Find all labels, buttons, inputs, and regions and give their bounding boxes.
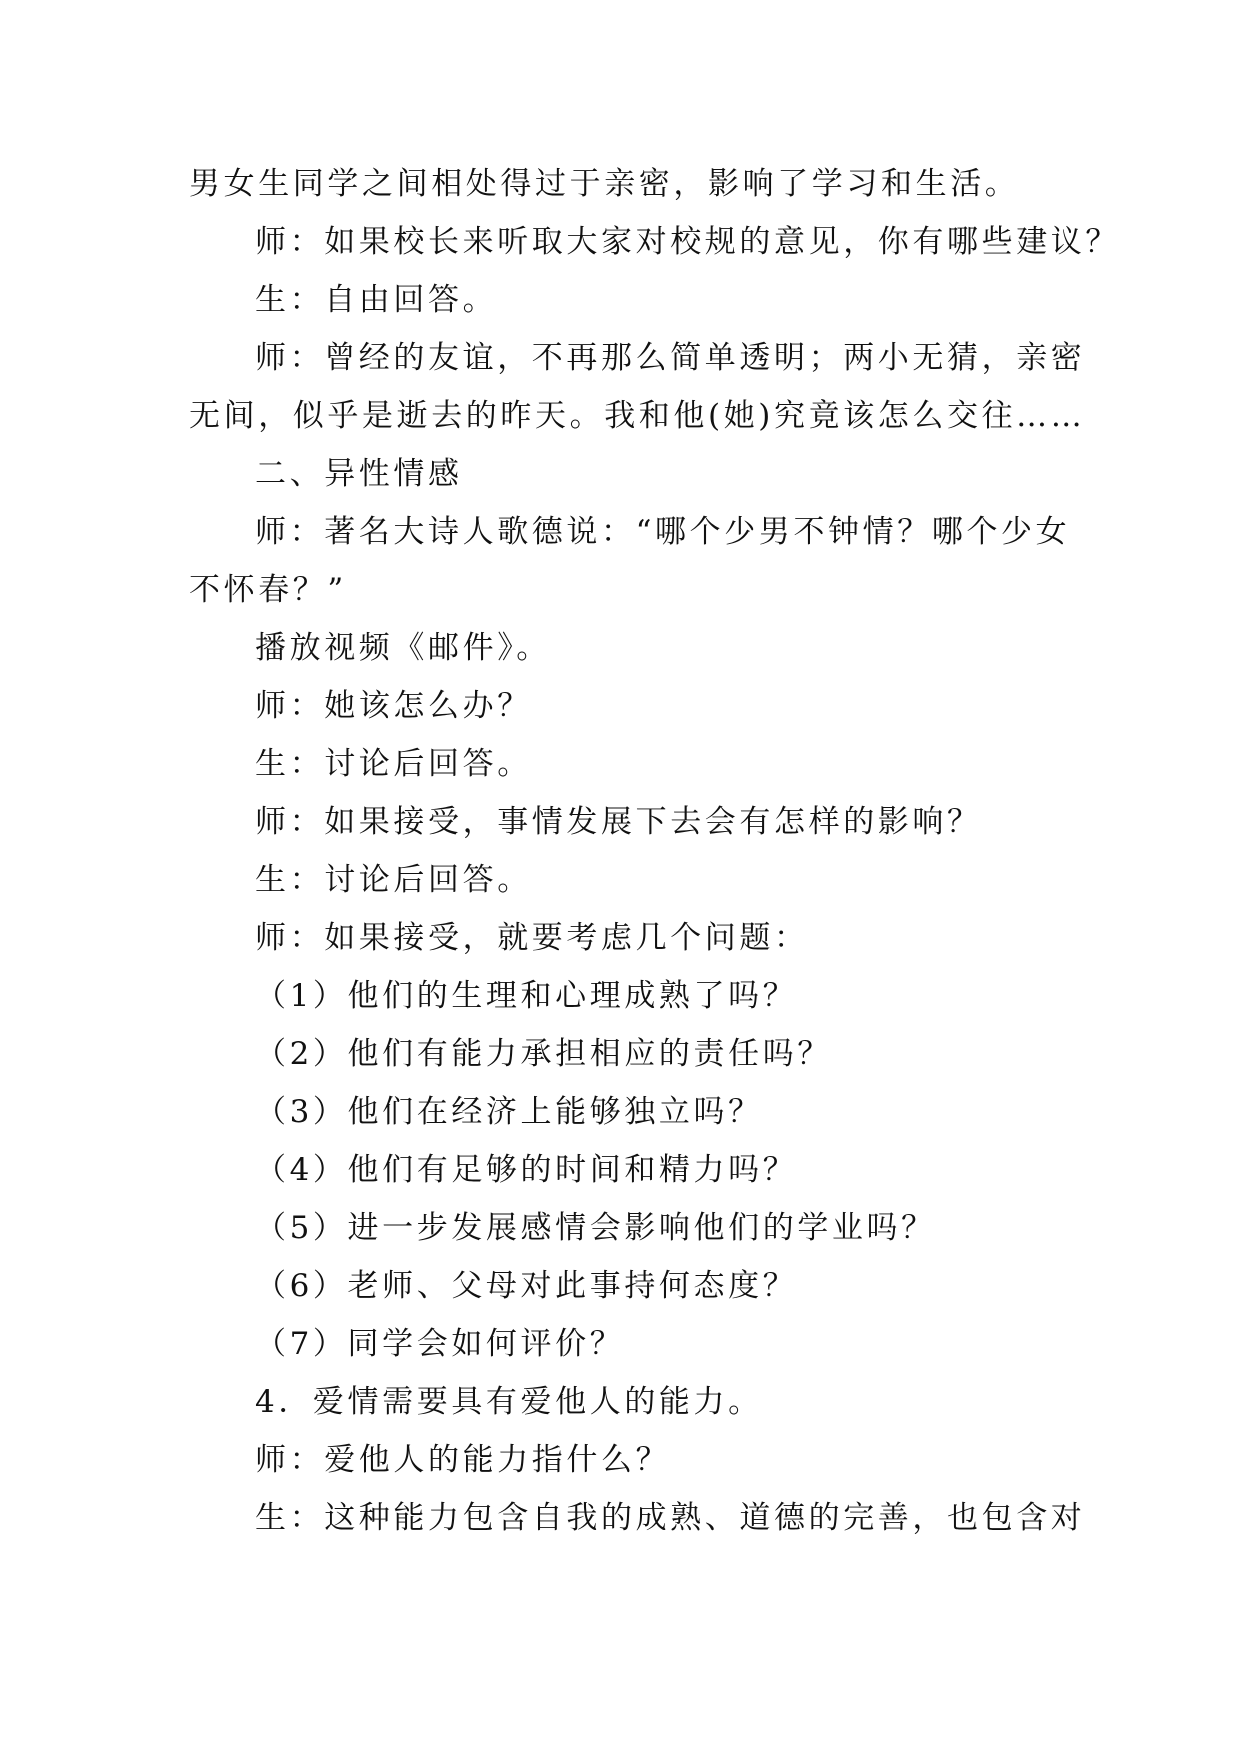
paragraph-line: 师：著名大诗人歌德说：“哪个少男不钟情？哪个少女 (255, 514, 1071, 550)
list-item: （7）同学会如何评价？ (255, 1326, 625, 1362)
paragraph-line: 无间，似乎是逝去的昨天。我和他(她)究竟该怎么交往…… (189, 398, 1086, 434)
paragraph-line: 生：自由回答。 (255, 282, 498, 318)
list-item: （4）他们有足够的时间和精力吗？ (255, 1152, 798, 1188)
paragraph-line: 生：这种能力包含自我的成熟、道德的完善，也包含对 (255, 1500, 1086, 1536)
paragraph-line: 男女生同学之间相处得过于亲密，影响了学习和生活。 (189, 166, 1020, 202)
section-heading: 二、异性情感 (255, 456, 463, 492)
paragraph-line: 师：曾经的友谊，不再那么简单透明；两小无猜，亲密 (255, 340, 1086, 376)
paragraph-line: 师：如果接受，事情发展下去会有怎样的影响？ (255, 804, 982, 840)
paragraph-line: 师：爱他人的能力指什么？ (255, 1442, 671, 1478)
list-item: （2）他们有能力承担相应的责任吗？ (255, 1036, 832, 1072)
paragraph-line: 师：如果校长来听取大家对校规的意见，你有哪些建议？ (255, 224, 1120, 260)
numbered-heading: 4．爱情需要具有爱他人的能力。 (255, 1384, 763, 1420)
list-item: （3）他们在经济上能够独立吗？ (255, 1094, 763, 1130)
list-item: （1）他们的生理和心理成熟了吗？ (255, 978, 798, 1014)
paragraph-line: 播放视频《邮件》。 (255, 630, 551, 666)
paragraph-line: 不怀春？” (189, 572, 347, 608)
paragraph-line: 生：讨论后回答。 (255, 746, 532, 782)
paragraph-line: 师：她该怎么办？ (255, 688, 532, 724)
paragraph-line: 生：讨论后回答。 (255, 862, 532, 898)
list-item: （5）进一步发展感情会影响他们的学业吗？ (255, 1210, 936, 1246)
paragraph-line: 师：如果接受，就要考虑几个问题： (255, 920, 809, 956)
list-item: （6）老师、父母对此事持何态度？ (255, 1268, 798, 1304)
